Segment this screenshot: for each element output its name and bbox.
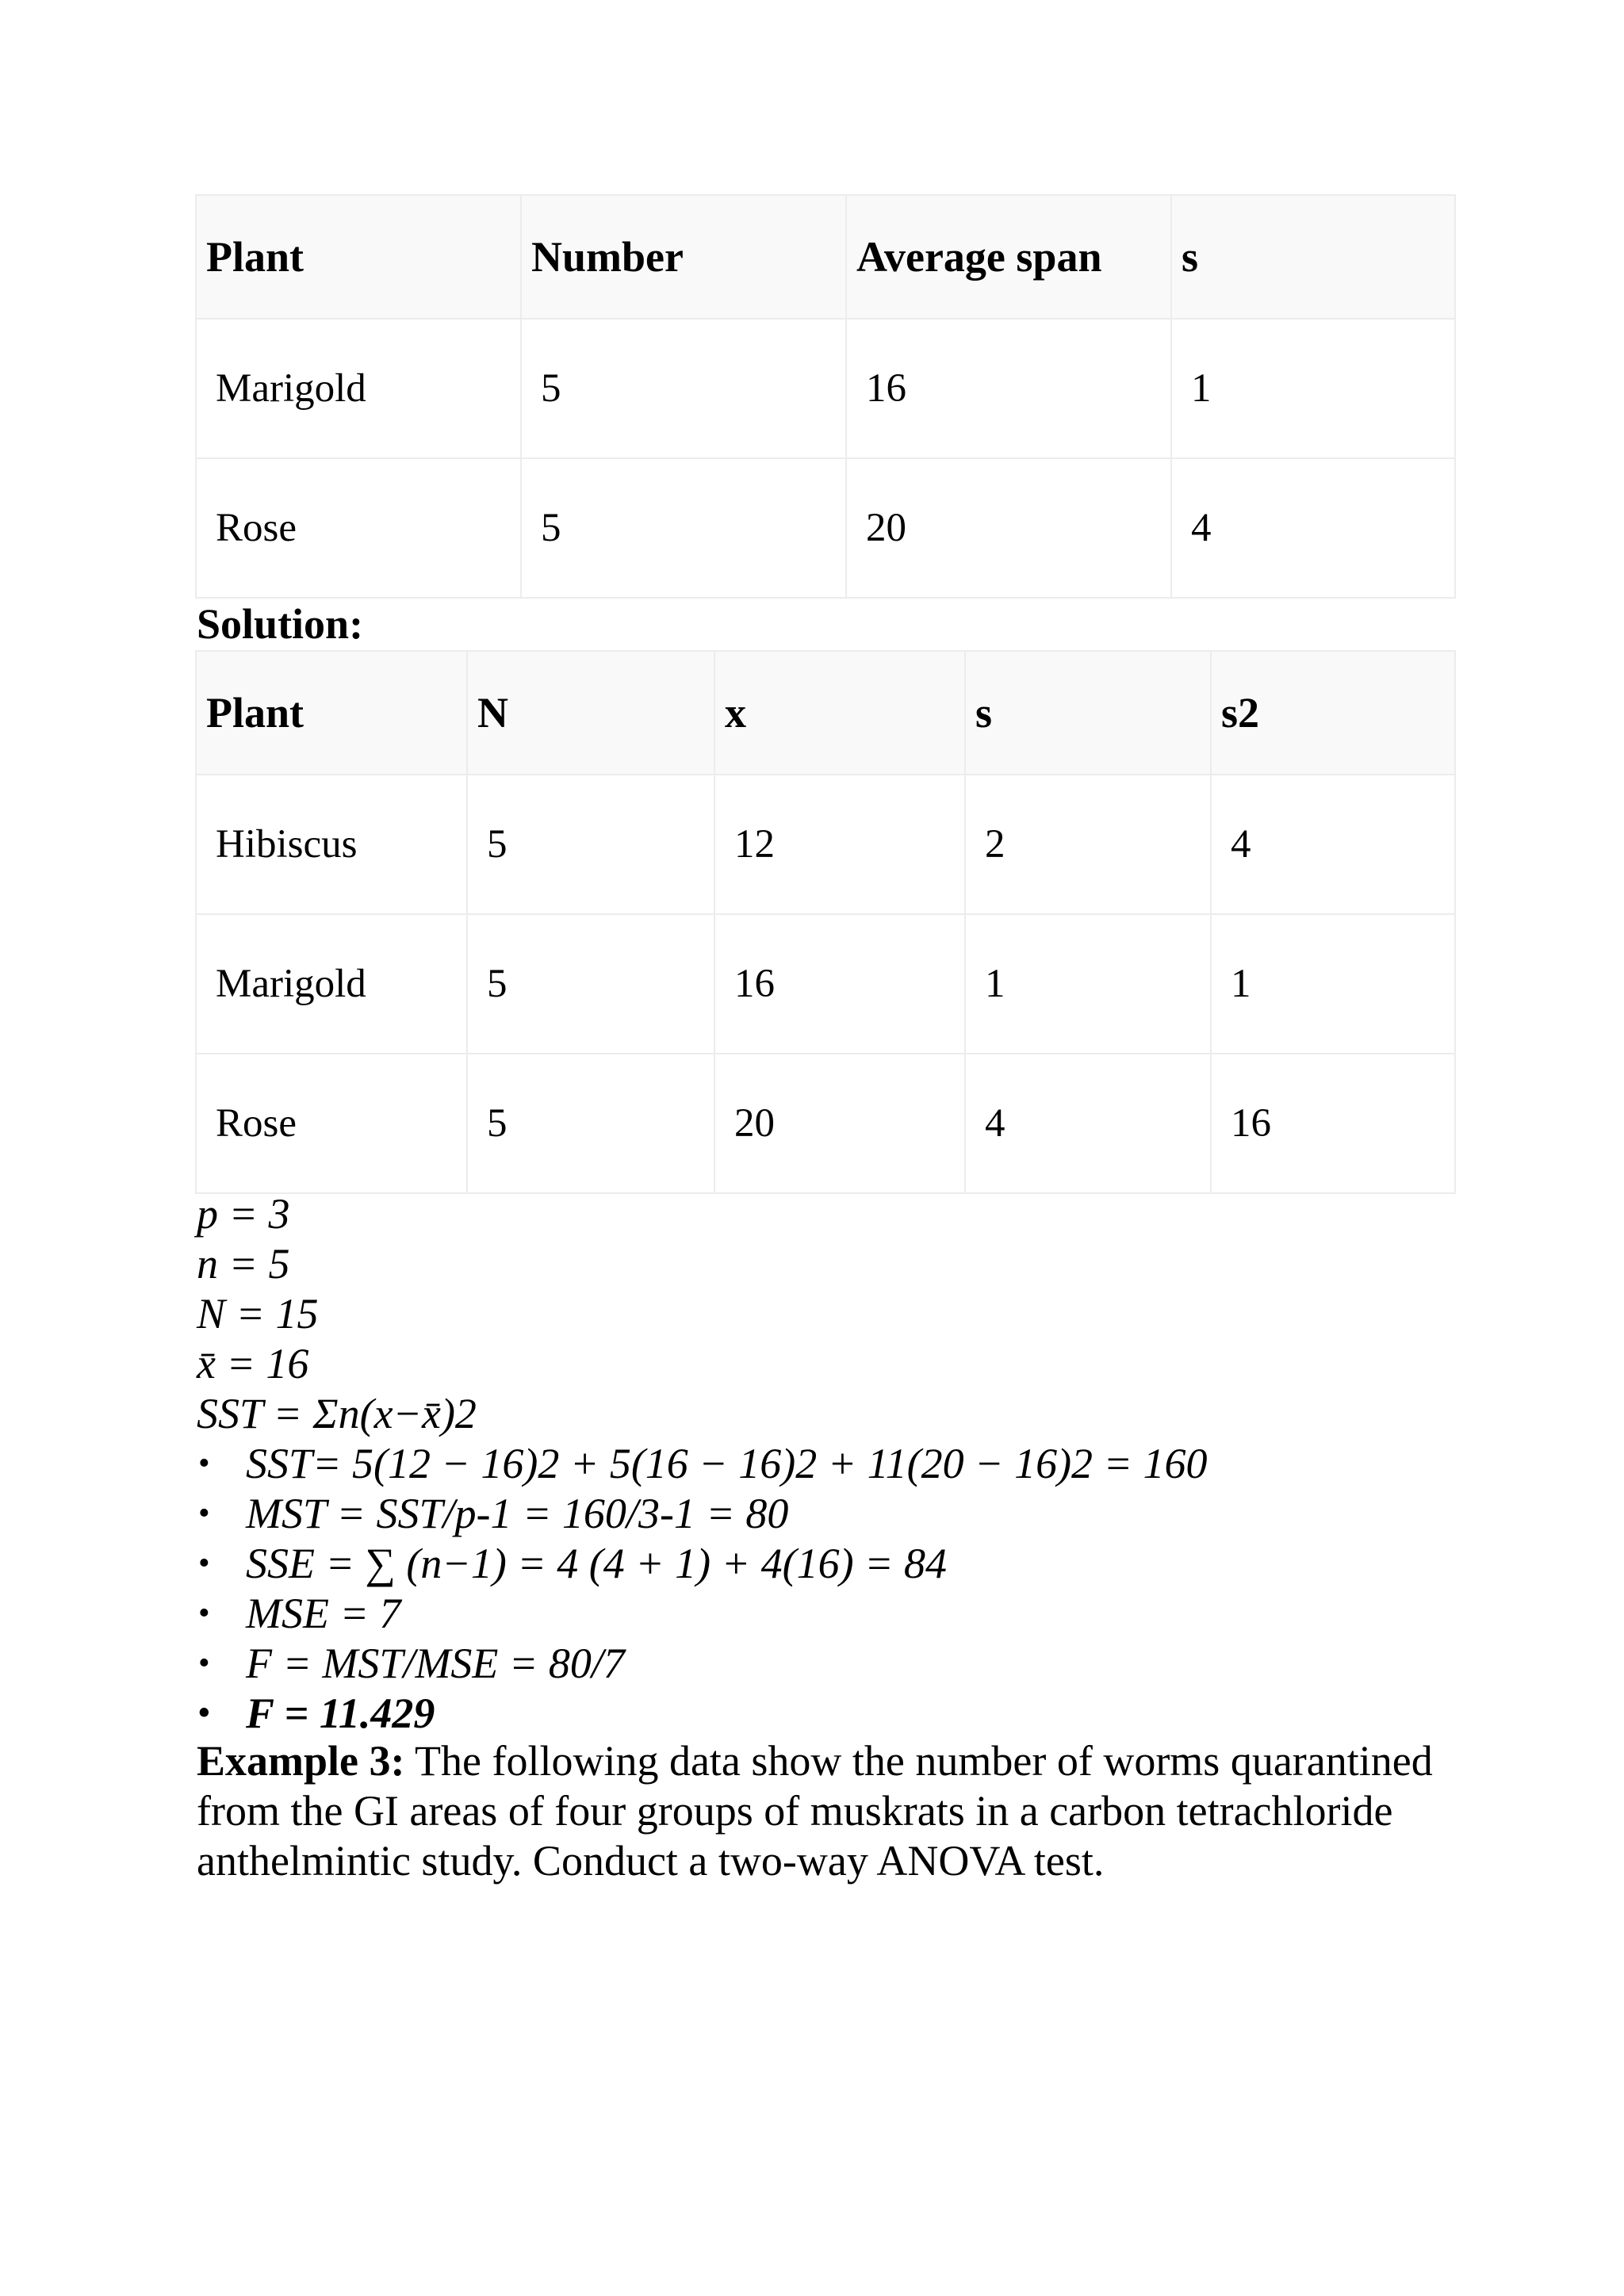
equation-block [197, 1189, 477, 1439]
equation-line: x̄ = 16 [197, 1340, 309, 1387]
table-cell: 4 [1211, 775, 1455, 914]
plant-summary-table [195, 194, 1456, 599]
equation-line: n = 5 [197, 1240, 290, 1288]
table-cell: 5 [521, 319, 846, 458]
table-cell: 12 [714, 775, 965, 914]
header-cell: Plant [196, 651, 467, 775]
header-cell: Plant [196, 195, 521, 319]
table-cell: 20 [714, 1054, 965, 1193]
list-item: • SST= 5(12 − 16)2 + 5(16 − 16)2 + 11(20 − 16)2 = 160 [197, 1439, 1208, 1489]
list-item: • F = 11.429 [197, 1689, 1208, 1739]
header-cell: N [467, 651, 714, 775]
solution-table [195, 650, 1456, 1194]
table-row [196, 1054, 1455, 1193]
list-item: • MST = SST/p-1 = 160/3-1 = 80 [197, 1489, 1208, 1539]
example-paragraph [197, 1736, 1481, 1886]
table-row [196, 775, 1455, 914]
table-cell: 1 [965, 914, 1211, 1054]
list-item: • SSE = ∑ (n−1) = 4 (4 + 1) + 4(16) = 84 [197, 1539, 1208, 1589]
header-cell: Average span [846, 195, 1171, 319]
header-cell: s [1171, 195, 1455, 319]
table-cell: 2 [965, 775, 1211, 914]
table-row [196, 319, 1455, 458]
equation-line: p = 3 [197, 1190, 290, 1238]
equation-line: SST = Σn(x−x̄)2 [197, 1390, 477, 1437]
header-cell: s2 [1211, 651, 1455, 775]
table-cell: Hibiscus [196, 775, 467, 914]
table-row [196, 914, 1455, 1054]
header-cell: s [965, 651, 1211, 775]
table-cell: 4 [965, 1054, 1211, 1193]
table-cell: Rose [196, 458, 521, 598]
table-cell: 16 [846, 319, 1171, 458]
list-item: • F = MST/MSE = 80/7 [197, 1639, 1208, 1689]
table-cell: Marigold [196, 319, 521, 458]
table-cell: 5 [467, 914, 714, 1054]
table-cell: 4 [1171, 458, 1455, 598]
table-row [196, 458, 1455, 598]
example-label: Example 3: [197, 1737, 405, 1785]
example-text: The following data show the number of worms quarantined from the GI areas of four groups of muskrats in a carbon tetrachloride anthelmintic study. Conduct a two-way ANOVA test. [197, 1737, 1433, 1885]
table-cell: 1 [1211, 914, 1455, 1054]
header-cell: x [714, 651, 965, 775]
table-cell: 5 [467, 1054, 714, 1193]
equation-line: N = 15 [197, 1290, 319, 1337]
table-header-row [196, 195, 1455, 319]
header-cell: Number [521, 195, 846, 319]
table-cell: 16 [714, 914, 965, 1054]
table-cell: 16 [1211, 1054, 1455, 1193]
table-cell: 20 [846, 458, 1171, 598]
table-cell: 5 [467, 775, 714, 914]
table-header-row [196, 651, 1455, 775]
calculation-steps-list [197, 1439, 1208, 1739]
list-item: • MSE = 7 [197, 1589, 1208, 1639]
table-cell: 5 [521, 458, 846, 598]
table-cell: Rose [196, 1054, 467, 1193]
solution-heading: Solution: [197, 600, 364, 648]
table-cell: 1 [1171, 319, 1455, 458]
table-cell: Marigold [196, 914, 467, 1054]
